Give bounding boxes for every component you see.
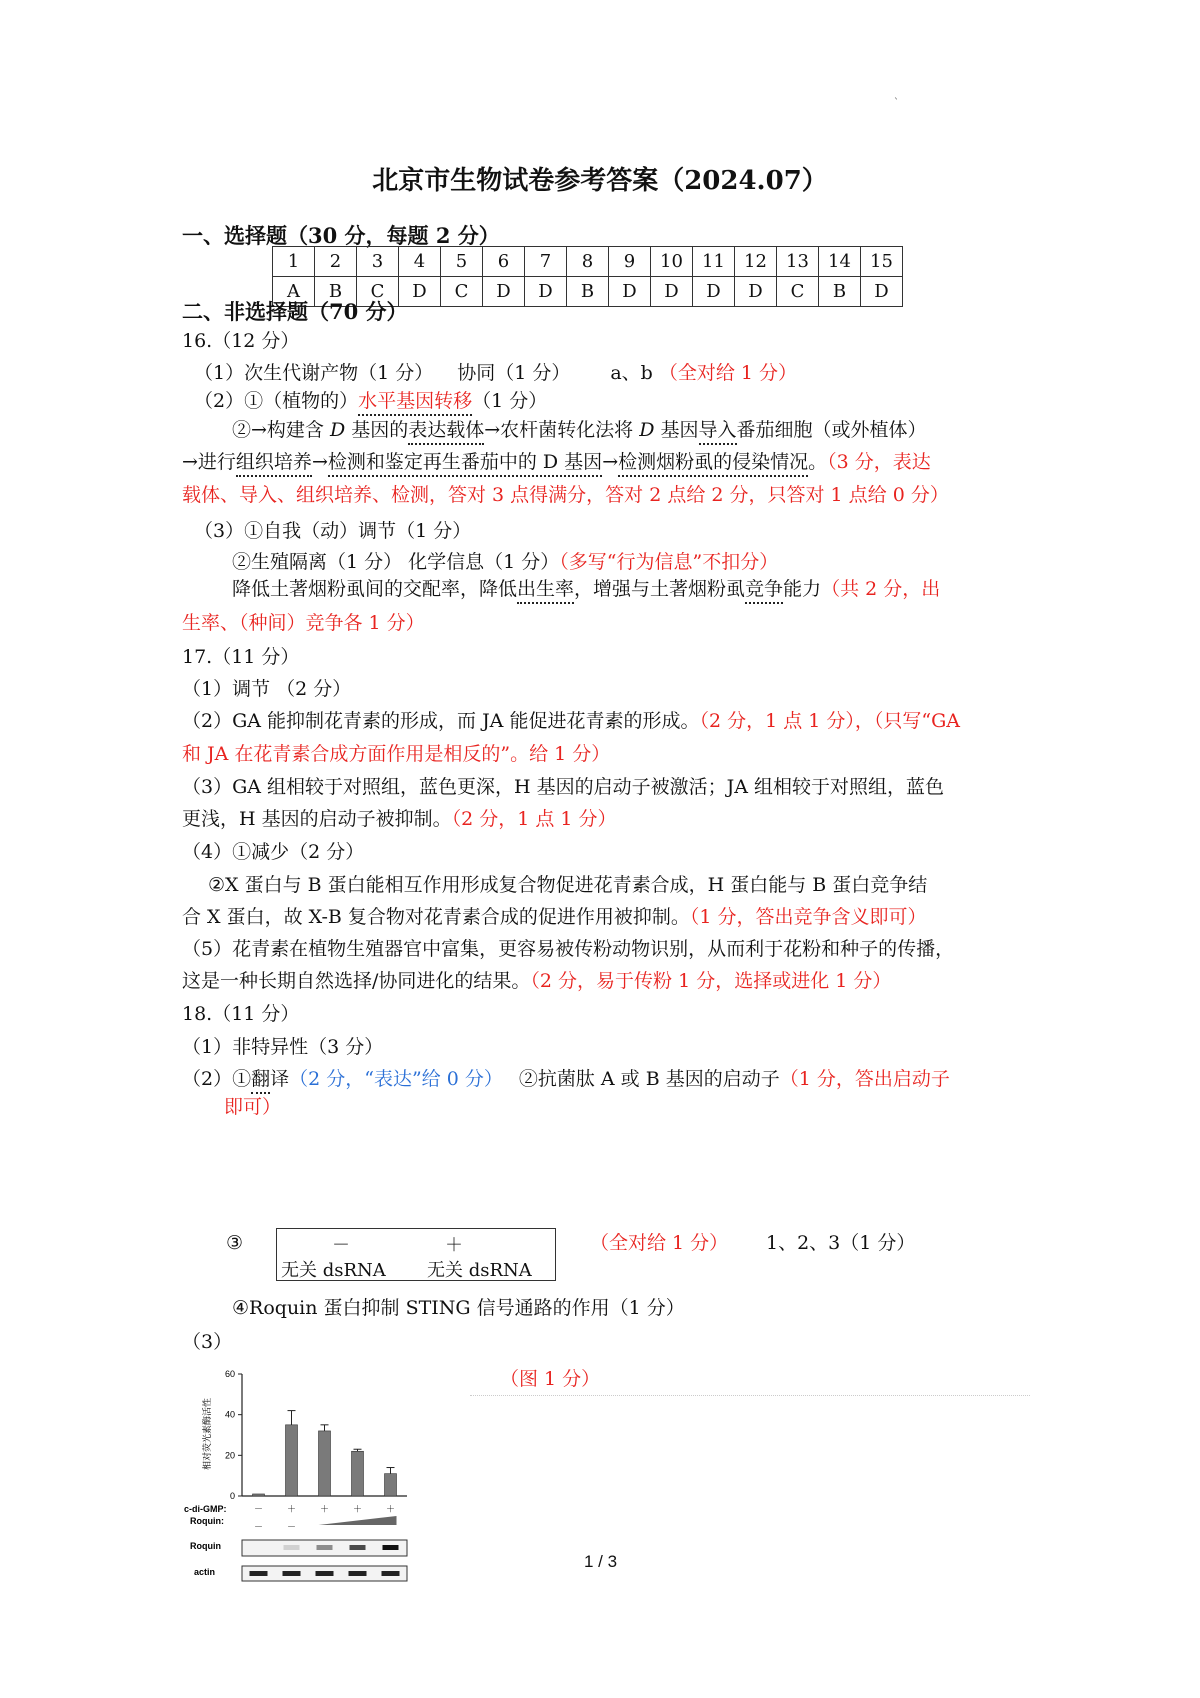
q16-text: 降低土著烟粉虱间的交配率，降低 bbox=[232, 578, 518, 600]
blot-band-actin bbox=[382, 1571, 400, 1576]
data-bar bbox=[253, 1494, 265, 1496]
q16-keyword: 表达载体 bbox=[408, 419, 484, 445]
q17-text: 这是一种长期自然选择/协同进化的结果。 bbox=[182, 970, 531, 992]
data-bar bbox=[385, 1474, 397, 1496]
q16-part3: （3）①自我（动）调节（1 分） bbox=[194, 520, 472, 542]
answer-cell: D bbox=[861, 277, 903, 307]
q17-note: （2 分，易于传粉 1 分，选择或进化 1 分） bbox=[530, 970, 892, 992]
blot-band-actin bbox=[250, 1571, 268, 1576]
blot-label-roquin: Roquin bbox=[190, 1541, 221, 1551]
q18-keyword: 翻 bbox=[251, 1068, 270, 1094]
q16-text: ②→构建含 bbox=[232, 419, 330, 441]
q17-part5b bbox=[182, 972, 891, 991]
q16-italic-d: D bbox=[639, 419, 655, 441]
question-number-row bbox=[273, 247, 903, 277]
cdigmp-sign: － bbox=[253, 1505, 264, 1515]
answer-cell: A bbox=[273, 277, 315, 307]
answer-cell: B bbox=[567, 277, 609, 307]
q16-part3b bbox=[232, 553, 778, 572]
answer-cell: D bbox=[651, 277, 693, 307]
answer-cell: C bbox=[357, 277, 399, 307]
q18-note: （1 分，答出启动子 bbox=[779, 1068, 950, 1090]
q16-text: → bbox=[602, 451, 619, 473]
q16-keyword: 组织培养 bbox=[236, 451, 312, 477]
blot-label-actin: actin bbox=[194, 1567, 216, 1577]
dsrna-label-right: 无关 dsRNA bbox=[427, 1260, 532, 1281]
blot-band-roquin bbox=[284, 1545, 300, 1550]
y-tick-label: 60 bbox=[224, 1369, 235, 1379]
answer-cell: D bbox=[483, 277, 525, 307]
cdigmp-sign: ＋ bbox=[352, 1505, 363, 1515]
blot-band-actin bbox=[316, 1571, 334, 1576]
blot-band-roquin bbox=[350, 1545, 366, 1550]
answer-cell: D bbox=[609, 277, 651, 307]
question-number-cell: 2 bbox=[315, 247, 357, 277]
q17-note: （1 分，答出竞争含义即可） bbox=[689, 906, 927, 928]
q18-heading: 18.（11 分） bbox=[182, 1003, 300, 1025]
q16-keyword: 导入 bbox=[699, 419, 737, 445]
q17-heading: 17.（11 分） bbox=[182, 646, 300, 668]
question-number-cell: 6 bbox=[483, 247, 525, 277]
q16-part1-text: （1）次生代谢产物（1 分） bbox=[194, 362, 434, 384]
page-title: 北京市生物试卷参考答案（2024.07） bbox=[372, 166, 828, 196]
figure-note: （图 1 分） bbox=[500, 1368, 601, 1390]
question-number-cell: 14 bbox=[819, 247, 861, 277]
question-number-cell: 9 bbox=[609, 247, 651, 277]
q17-part5: （5）花青素在植物生殖器官中富集，更容易被传粉动物识别，从而利于花粉和种子的传播， bbox=[182, 938, 955, 960]
answer-cell: C bbox=[441, 277, 483, 307]
question-number-cell: 15 bbox=[861, 247, 903, 277]
q16-text: → bbox=[311, 451, 328, 473]
q18-part5: （3） bbox=[182, 1331, 233, 1353]
blot-band-roquin bbox=[317, 1545, 333, 1550]
q18-scoring-note: 即可） bbox=[224, 1096, 282, 1118]
answer-cell: C bbox=[777, 277, 819, 307]
question-number-cell: 13 bbox=[777, 247, 819, 277]
q16-text: →进行 bbox=[182, 451, 236, 473]
section-heading-choice: 一、选择题（30 分，每题 2 分） bbox=[182, 223, 500, 248]
q16-scoring-note: 生率、（种间）竞争各 1 分） bbox=[182, 612, 425, 634]
q16-text: 能力 bbox=[783, 578, 822, 600]
y-tick-label: 20 bbox=[224, 1450, 235, 1461]
q16-note: （共 2 分，出 bbox=[821, 578, 941, 600]
question-number-cell: 12 bbox=[735, 247, 777, 277]
q16-part2-text: （1 分） bbox=[472, 390, 548, 412]
question-number-cell: 8 bbox=[567, 247, 609, 277]
section-heading-nonchoice: 二、非选择题（70 分） bbox=[182, 299, 408, 324]
y-tick-label: 40 bbox=[224, 1409, 235, 1420]
data-bar bbox=[319, 1431, 331, 1496]
q17-part4c bbox=[182, 908, 927, 927]
row-label-roquin: Roquin: bbox=[190, 1516, 224, 1526]
roquin-sign: － bbox=[253, 1523, 264, 1533]
q17-part4: （4）①减少（2 分） bbox=[182, 841, 365, 863]
data-bar bbox=[352, 1451, 364, 1496]
q16-part2 bbox=[194, 392, 547, 411]
q18-text: ②抗菌肽 A 或 B 基因的启动子 bbox=[518, 1068, 780, 1090]
q16-heading: 16.（12 分） bbox=[182, 330, 300, 352]
q18-part4: ④Roquin 蛋白抑制 STING 信号通路的作用（1 分） bbox=[232, 1297, 685, 1319]
q16-text: 。 bbox=[808, 451, 828, 473]
answer-cell: B bbox=[819, 277, 861, 307]
divider bbox=[470, 1395, 1030, 1396]
q16-part2-line bbox=[232, 421, 927, 440]
q16-text: ，增强与土著烟粉虱 bbox=[574, 578, 746, 600]
blot-band-actin bbox=[349, 1571, 367, 1576]
question-number-cell: 5 bbox=[441, 247, 483, 277]
q16-part2-line bbox=[182, 453, 931, 472]
q16-keyword: 水平基因转移 bbox=[358, 390, 472, 416]
cdigmp-sign: ＋ bbox=[385, 1505, 396, 1515]
q17-text: 更浅，H 基因的启动子被抑制。 bbox=[182, 808, 452, 830]
dsrna-table-box bbox=[276, 1228, 556, 1281]
data-bar bbox=[286, 1425, 298, 1496]
q16-note: （3 分，表达 bbox=[827, 451, 931, 473]
cdigmp-sign: ＋ bbox=[319, 1505, 330, 1515]
q18-part3-answer: 1、2、3（1 分） bbox=[766, 1232, 916, 1254]
question-number-cell: 4 bbox=[399, 247, 441, 277]
q18-part1: （1）非特异性（3 分） bbox=[182, 1036, 384, 1058]
cdigmp-sign: ＋ bbox=[286, 1505, 297, 1515]
q16-italic-d: D bbox=[329, 419, 346, 441]
header-mark: ` bbox=[894, 98, 899, 109]
y-axis-label: 相对荧光素酶活性 bbox=[203, 1397, 213, 1471]
q16-text: 番茄细胞（或外植体） bbox=[736, 419, 927, 441]
question-number-cell: 7 bbox=[525, 247, 567, 277]
q18-scoring-note: （全对给 1 分） bbox=[590, 1232, 729, 1254]
answer-cell: D bbox=[693, 277, 735, 307]
q17-part2 bbox=[182, 712, 960, 731]
q16-part1 bbox=[194, 364, 797, 383]
q17-part3: （3）GA 组相较于对照组，蓝色更深，H 基因的启动子被激活；JA 组相较于对照组，蓝色 bbox=[182, 776, 945, 798]
q16-keyword: 竞争 bbox=[745, 578, 783, 604]
answer-cell: D bbox=[525, 277, 567, 307]
q16-part2-text: （2）①（植物的） bbox=[194, 390, 359, 412]
question-number-cell: 1 bbox=[273, 247, 315, 277]
q16-text: →农杆菌转化法将 bbox=[484, 419, 640, 441]
q18-part3-label: ③ bbox=[226, 1232, 244, 1254]
q16-part1-text: 协同（1 分） bbox=[457, 362, 571, 384]
q16-note: （多写“行为信息”不扣分） bbox=[559, 551, 779, 573]
q17-text: （2）GA 能抑制花青素的形成，而 JA 能促进花青素的形成。 bbox=[182, 710, 700, 732]
answer-cell: D bbox=[735, 277, 777, 307]
q16-part1-text: a、b bbox=[610, 362, 653, 384]
dsrna-label-left: 无关 dsRNA bbox=[281, 1260, 386, 1281]
question-number-cell: 10 bbox=[651, 247, 693, 277]
q17-part4b: ②X 蛋白与 B 蛋白能相互作用形成复合物促进花青素合成，H 蛋白能与 B 蛋白竞争结 bbox=[208, 874, 928, 896]
roquin-sign: － bbox=[286, 1523, 297, 1533]
q17-part1: （1）调节 （2 分） bbox=[182, 678, 352, 700]
q17-part3b bbox=[182, 810, 617, 829]
answer-cell: D bbox=[399, 277, 441, 307]
blot-band-actin bbox=[283, 1571, 301, 1576]
q16-part3c bbox=[232, 580, 940, 599]
answer-cell: B bbox=[315, 277, 357, 307]
luciferase-bar-chart bbox=[182, 1364, 447, 1589]
page-number: 1 / 3 bbox=[584, 1552, 618, 1571]
question-number-cell: 11 bbox=[693, 247, 735, 277]
question-number-cell: 3 bbox=[357, 247, 399, 277]
q16-part1-note: （全对给 1 分） bbox=[658, 362, 798, 384]
q18-part2 bbox=[182, 1070, 950, 1089]
q18-text: （2）① bbox=[182, 1068, 252, 1090]
q16-keyword: 检测和鉴定再生番茄中的 D 基因 bbox=[328, 451, 602, 477]
q16-text: 基因 bbox=[654, 419, 699, 441]
q16-text: ②生殖隔离（1 分） 化学信息（1 分） bbox=[232, 551, 560, 573]
y-tick-label: 0 bbox=[229, 1491, 235, 1501]
plus-sign: ＋ bbox=[445, 1235, 463, 1256]
q16-keyword: 检测烟粉虱的侵染情况 bbox=[618, 451, 808, 477]
q17-scoring-note: 和 JA 在花青素合成方面作用是相反的”。给 1 分） bbox=[182, 743, 611, 765]
q17-text: 合 X 蛋白，故 X-B 复合物对花青素合成的促进作用被抑制。 bbox=[182, 906, 690, 928]
q18-note-blue: （2 分，“表达”给 0 分） bbox=[289, 1068, 503, 1090]
q18-text: 译 bbox=[270, 1068, 290, 1090]
roquin-gradient-wedge bbox=[319, 1516, 397, 1525]
q16-scoring-note: 载体、导入、组织培养、检测，答对 3 点得满分，答对 2 点给 2 分，只答对 1 点给 0 分） bbox=[182, 484, 949, 506]
minus-sign: － bbox=[332, 1235, 350, 1256]
row-label-cdigmp: c-di-GMP: bbox=[184, 1504, 227, 1514]
blot-band-roquin bbox=[383, 1545, 399, 1550]
q17-note: （2 分，1 点 1 分），（只写“GA bbox=[699, 710, 960, 732]
q16-keyword: 出生率 bbox=[517, 578, 574, 604]
q16-text: 基因的 bbox=[345, 419, 409, 441]
q17-note: （2 分，1 点 1 分） bbox=[451, 808, 617, 830]
